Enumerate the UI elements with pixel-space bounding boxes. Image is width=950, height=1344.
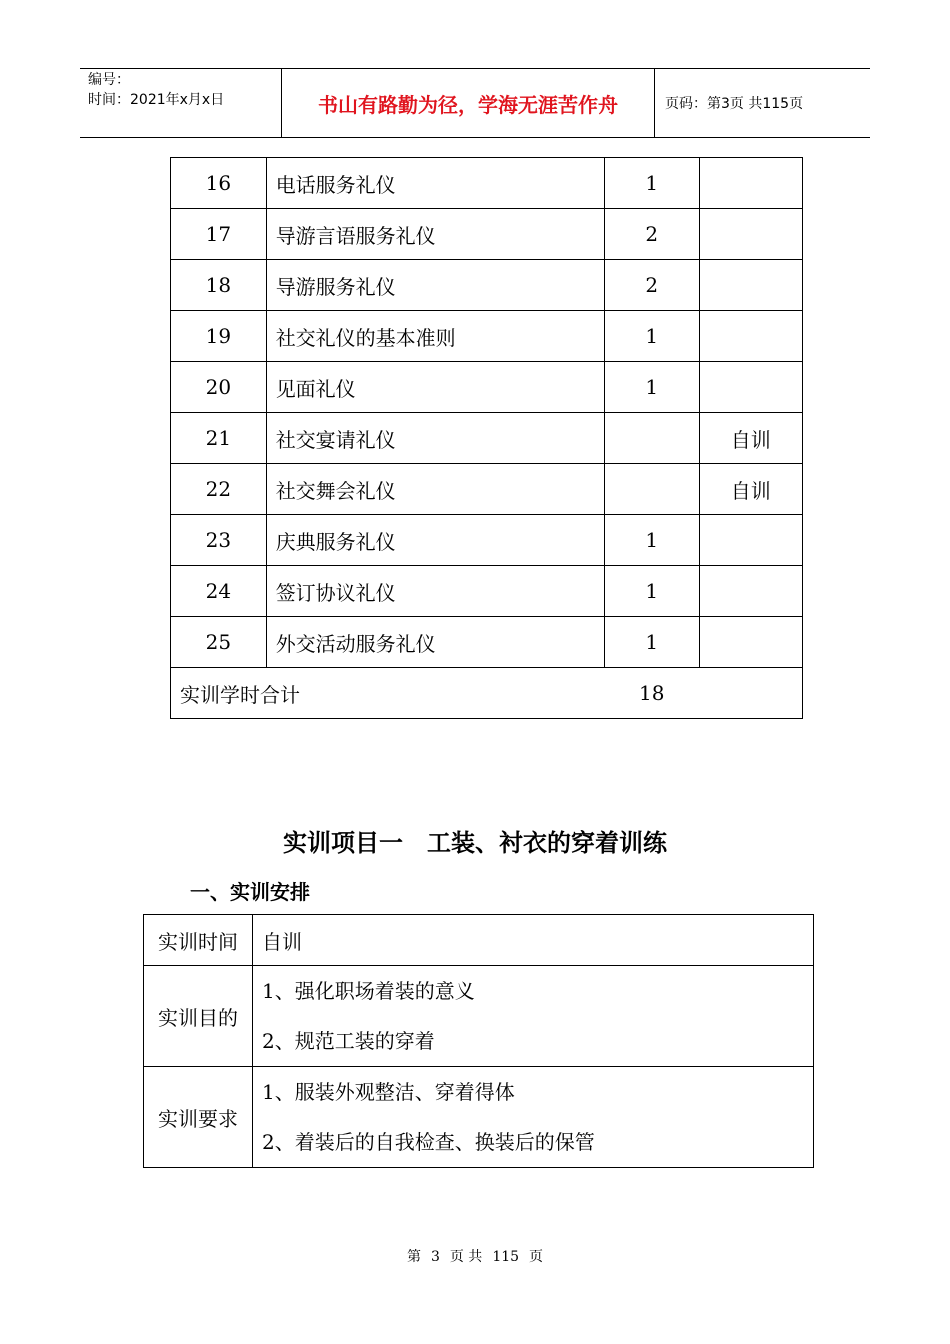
row-hours: 1 [604, 158, 699, 209]
row-number: 19 [171, 311, 267, 362]
footer-suffix: 页 [529, 1249, 544, 1265]
header-page-info: 页码：第3页 共115页 [665, 96, 804, 112]
req-label: 实训要求 [144, 1067, 253, 1168]
table-row [171, 566, 803, 617]
total-spacer [699, 668, 802, 719]
table-row [171, 464, 803, 515]
table-row [144, 966, 814, 1067]
row-name: 外交活动服务礼仪 [266, 617, 604, 668]
footer-page: 3 [430, 1249, 440, 1265]
page-footer [0, 1246, 950, 1266]
number-label: 编号： [88, 72, 130, 88]
list-item: 2、规范工装的穿着 [262, 1029, 435, 1053]
row-name: 社交宴请礼仪 [266, 413, 604, 464]
footer-mid: 页 共 [449, 1249, 483, 1265]
header-meta [80, 69, 282, 137]
footer-prefix: 第 [406, 1249, 421, 1265]
row-hours: 1 [604, 362, 699, 413]
total-value: 18 [604, 668, 699, 719]
row-hours: 1 [604, 515, 699, 566]
course-total-row [171, 668, 803, 719]
table-row [171, 209, 803, 260]
row-note: 自训 [699, 464, 802, 515]
row-name: 导游服务礼仪 [266, 260, 604, 311]
table-row [171, 158, 803, 209]
goal-items [253, 966, 814, 1067]
row-note [699, 260, 802, 311]
time-value: 自训 [253, 915, 814, 966]
row-hours: 1 [604, 311, 699, 362]
row-number: 16 [171, 158, 267, 209]
row-name: 签订协议礼仪 [266, 566, 604, 617]
row-number: 22 [171, 464, 267, 515]
row-note [699, 209, 802, 260]
table-row [171, 515, 803, 566]
row-hours: 2 [604, 260, 699, 311]
row-name: 社交舞会礼仪 [266, 464, 604, 515]
row-note [699, 311, 802, 362]
goal-label: 实训目的 [144, 966, 253, 1067]
row-number: 25 [171, 617, 267, 668]
arrangement-table [143, 914, 814, 1168]
table-row [171, 260, 803, 311]
row-hours: 1 [604, 566, 699, 617]
row-hours: 2 [604, 209, 699, 260]
time-label: 实训时间 [144, 915, 253, 966]
table-row [171, 311, 803, 362]
row-note [699, 362, 802, 413]
row-note [699, 515, 802, 566]
page-header [80, 68, 870, 138]
row-note: 自训 [699, 413, 802, 464]
section-subtitle: 一、实训安排 [190, 880, 310, 904]
row-number: 21 [171, 413, 267, 464]
row-name: 见面礼仪 [266, 362, 604, 413]
row-name: 庆典服务礼仪 [266, 515, 604, 566]
row-name: 电话服务礼仪 [266, 158, 604, 209]
row-note [699, 158, 802, 209]
footer-total: 115 [492, 1249, 520, 1265]
course-table [170, 157, 803, 719]
list-item: 1、服装外观整洁、穿着得体 [262, 1080, 515, 1104]
table-row [144, 1067, 814, 1168]
table-row [171, 362, 803, 413]
row-number: 17 [171, 209, 267, 260]
row-number: 18 [171, 260, 267, 311]
date-label: 时间：2021年x月x日 [88, 92, 225, 108]
row-note [699, 566, 802, 617]
row-number: 24 [171, 566, 267, 617]
header-motto: 书山有路勤为径，学海无涯苦作舟 [282, 69, 655, 137]
table-row [171, 413, 803, 464]
table-row [171, 617, 803, 668]
list-item: 1、强化职场着装的意义 [262, 979, 475, 1003]
row-name: 社交礼仪的基本准则 [266, 311, 604, 362]
row-hours: 1 [604, 617, 699, 668]
row-name: 导游言语服务礼仪 [266, 209, 604, 260]
section-title: 实训项目一 工装、衬衣的穿着训练 [283, 829, 667, 857]
row-note [699, 617, 802, 668]
total-label: 实训学时合计 [171, 668, 605, 719]
row-number: 23 [171, 515, 267, 566]
list-item: 2、着装后的自我检查、换装后的保管 [262, 1130, 595, 1154]
row-hours [604, 464, 699, 515]
row-number: 20 [171, 362, 267, 413]
table-row [144, 915, 814, 966]
row-hours [604, 413, 699, 464]
req-items [253, 1067, 814, 1168]
